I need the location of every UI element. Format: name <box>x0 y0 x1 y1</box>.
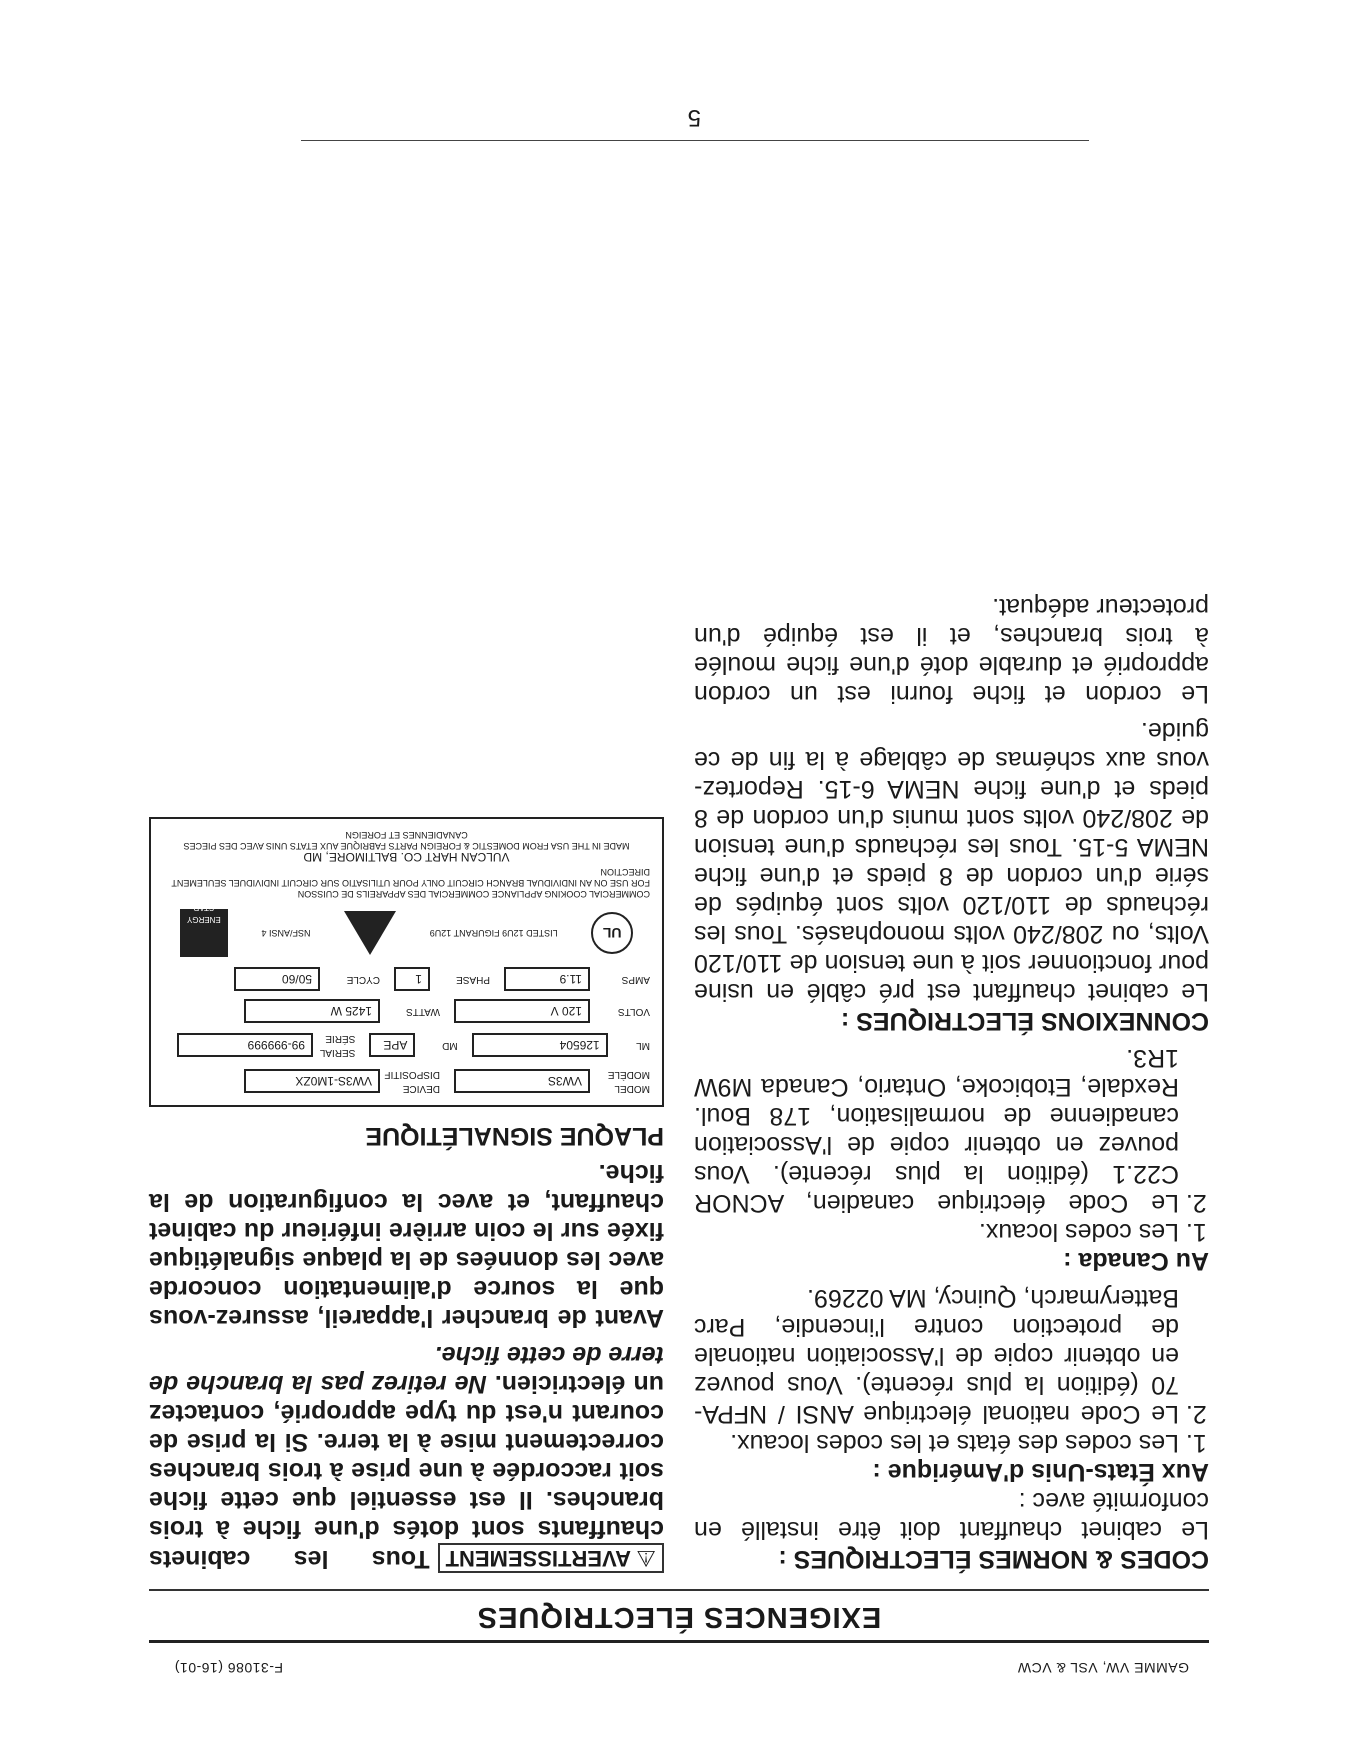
model-value: VW3S <box>454 1069 590 1093</box>
ul-listed-icon: UL <box>591 912 633 954</box>
canada-list <box>694 1043 1209 1246</box>
rating-plate <box>149 817 664 1107</box>
plaque-heading: PLAQUE SIGNALÉTIQUE <box>365 1122 664 1150</box>
usa-heading: Aux États-Unis d'Amérique : <box>872 1458 1209 1486</box>
volts-label: VOLTS <box>617 1006 650 1017</box>
watts-label: WATTS <box>406 1006 440 1017</box>
device-label: DEVICE DISPOSITIF <box>384 1069 440 1094</box>
usa-list <box>694 1283 1209 1457</box>
header-form-number: F-31086 (16-01) <box>174 1660 283 1676</box>
warning-badge: ⚠ AVERTISSEMENT <box>438 1543 664 1573</box>
serial-label: SERIAL SÉRIE <box>320 1033 356 1058</box>
maker: VULCAN HART CO. BALTIMORE, MD <box>303 850 510 864</box>
nsf-triangle-icon <box>344 911 396 955</box>
header-product-range: GAMME VW, VSL & VCW <box>1017 1660 1189 1676</box>
top-rule <box>149 1640 1209 1643</box>
use-note: FOR USE ON AN INDIVIDUAL BRANCH CIRCUIT ONLY POUR UTILISATIO SUR CIRCUIT INDIVIDUEL SEULEMENT DIRECTION <box>171 867 650 888</box>
ml-label: ML <box>636 1040 650 1051</box>
canada-item: 2. Le Code électrique canadien, ACNOR C22.1 (édition la plus récente). Vous pouvez en obtenir copie de l'Association canadienne de normalisation, 178 Boul. Rexdale, Etobicoke, Ontario, Canada M9W 1R3. <box>694 1043 1179 1217</box>
verify-paragraph: Avant de brancher l'appareil, assurez-vous que la source d'alimentation concorde avec les données de la plaque signalétique fixée sur le coin arrière inférieur du cabinet chauffant, et avec la configuration de la fiche. <box>149 1159 664 1332</box>
phase-label: PHASE <box>456 974 490 985</box>
title-rule <box>149 1589 1209 1591</box>
page-title: EXIGENCES ÉLECTRIQUES <box>476 1601 882 1633</box>
usa-item: 1. Les codes des états et les codes locaux. <box>694 1428 1179 1457</box>
md-label: MD <box>442 1040 458 1051</box>
canada-heading: Au Canada : <box>1063 1247 1209 1275</box>
cycle-label: CYCLE <box>346 974 380 985</box>
cycle-value: 50/60 <box>234 967 320 991</box>
phase-value: 1 <box>394 967 430 991</box>
codes-heading: CODES & NORMES ÉLECTRIQUES : <box>778 1545 1209 1573</box>
connections-heading: CONNEXIONS ÉLECTRIQUES : <box>840 1007 1209 1035</box>
watts-value: 1425 W <box>244 999 380 1023</box>
appliance-text: COMMERCIAL COOKING APPLIANCE COMMERCIAL DES APPAREILS DE CUISSON <box>297 889 650 899</box>
warning-text: Tous les cabinets chauffants sont dotés d'une fiche à trois branches. Il est essentiel que cette fiche soit raccordée à une prise à trois branches correctement mise à la terre. Si la prise de courant n'est du type approprié, contactez un électricien. <box>149 1370 664 1573</box>
energy-star-icon: ENERGY STAR <box>180 909 228 957</box>
volts-value: 120 V <box>454 999 590 1023</box>
amps-value: 11.9 <box>504 967 590 991</box>
usa-item: 2. Le Code national électrique ANSI / NFPA-70 (édition la plus récente). Vous pouvez en obtenir copie de l'Association nationale de protection contre l'incendie, Parc Batterymarch, Quincy, MA 02269. <box>694 1283 1179 1428</box>
md-value: APE <box>369 1033 415 1057</box>
connections-paragraph: Le cabinet chauffant est pré câblé en usine pour fonctionner soit à une tension de 110/120 Volts, ou 208/240 volts monophasés. Tous les réchauds de 110/120 volts sont équipés de série d'un cordon de 8 pieds et d'une fiche NEMA 5-15. Tous les réchauds d'une tension de 208/240 volts sont munis d'un cordon de 8 pieds et d'une fiche NEMA 6-15. Reportez-vous aux schémas de câblage à la fin de ce guide. <box>694 717 1209 1006</box>
nsf-label: NSF/ANSI 4 <box>261 928 311 939</box>
codes-intro: Le cabinet chauffant doit être installé en conformité avec : <box>694 1487 1209 1544</box>
cord-paragraph: Le cordon et fiche fourni est un cordon approprié et durable doté d'une fiche moulée à trois branches, et il est équipé d'un protecteur adéquat. <box>694 593 1209 708</box>
right-column <box>149 817 664 1573</box>
warning-italic: Ne retirez pas la branche de terre de cette fiche. <box>149 1341 664 1398</box>
footer-rule <box>301 140 1089 141</box>
left-column <box>694 592 1209 1573</box>
device-value: VW3S-1M0ZX <box>244 1069 380 1093</box>
canada-item: 1. Les codes locaux. <box>694 1217 1179 1246</box>
model-label: MODEL MODÈLE <box>607 1069 650 1094</box>
ml-value: 126504 <box>472 1033 608 1057</box>
amps-label: AMPS <box>621 974 650 985</box>
serial-value: 99-999999 <box>177 1033 313 1057</box>
page-number: 5 <box>687 104 701 131</box>
ul-listing: LISTED 12U9 FIGURANT 12U9 <box>429 928 558 939</box>
made-in: MADE IN THE USA FROM DOMESTIC & FOREIGN PARTS FABRIQUE AUX ETATS UNIS AVEC DES PIECES CANADIENNES ET FOREIGN <box>183 830 630 851</box>
